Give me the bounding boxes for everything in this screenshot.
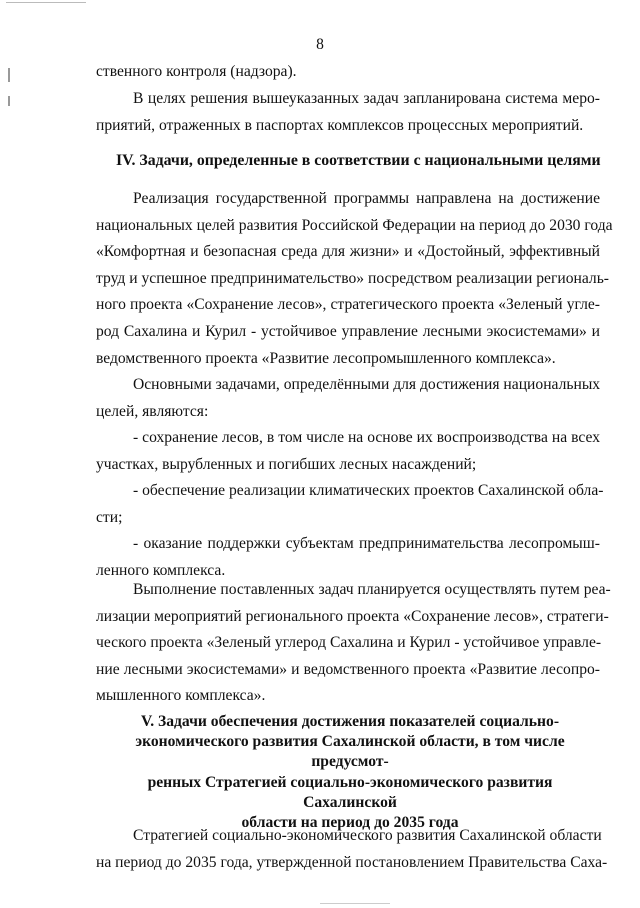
text-line: приятий, отраженных в паспортах комплексов процессных мероприятий. xyxy=(96,116,584,134)
text-line: ственного контроля (надзора). xyxy=(96,63,297,80)
section-heading-iv: IV. Задачи, определенные в соответствии с национальными целями xyxy=(116,152,601,169)
heading-line: области на период до 2035 года xyxy=(241,814,459,832)
text-line: - оказание поддержки субъектам предпринимательства лесопромыш- xyxy=(133,535,600,552)
paragraph-implementation xyxy=(96,186,613,372)
text-line: Выполнение поставленных задач планируется осуществлять путем реа- xyxy=(133,581,611,598)
paragraph-task-execution xyxy=(96,577,611,710)
paragraph-continuation xyxy=(96,59,600,86)
page-number: 8 xyxy=(316,36,324,53)
text-line: на период до 2035 года, утвержденной постановлением Правительства Саха- xyxy=(96,853,608,871)
text-line: сти; xyxy=(96,508,123,526)
section-heading-v xyxy=(120,712,580,833)
text-line: ние лесными экосистемами» и ведомственного проекта «Развитие лесопро- xyxy=(96,660,600,678)
text-line: мышленного комплекса». xyxy=(96,687,266,705)
text-line: Стратегией социально-экономического развития Сахалинской области xyxy=(133,827,602,844)
heading-line: V. Задачи обеспечения достижения показателей социально- xyxy=(140,713,560,730)
text-line: «Комфортная и безопасная среда для жизни» и «Достойный, эффективный xyxy=(96,243,600,261)
scan-artifact-left-2 xyxy=(8,96,10,106)
scan-artifact-left-1 xyxy=(8,68,10,82)
text-line: ческого проекта «Зеленый углерод Сахалина и Курил - устойчивое управле- xyxy=(96,634,602,652)
paragraph-strategy xyxy=(96,823,608,876)
paragraph-main-tasks xyxy=(96,372,600,425)
heading-line: ренных Стратегией социально-экономического развития Сахалинской xyxy=(147,773,553,811)
text-line: участках, вырубленных и погибших лесных насаждений; xyxy=(96,455,477,473)
text-line: лизации мероприятий регионального проекта «Сохранение лесов», стратеги- xyxy=(96,607,609,625)
scan-artifact-top xyxy=(6,2,86,3)
text-line: национальных целей развития Российской Федерации на период до 2030 года xyxy=(96,216,613,234)
text-line: целей, являются: xyxy=(96,402,209,420)
text-line: Реализация государственной программы направлена на достижение xyxy=(133,190,600,207)
text-line: Основными задачами, определёнными для достижения национальных xyxy=(133,376,601,393)
text-line: В целях решения вышеуказанных задач запланирована система меро- xyxy=(133,90,600,107)
text-line: ведомственного проекта «Развитие лесопромышленного комплекса». xyxy=(96,349,556,367)
paragraph-measures xyxy=(96,86,600,139)
list-item-climate-projects xyxy=(96,478,604,531)
text-line: труд и успешное предпринимательство» посредством реализации региональ- xyxy=(96,269,610,287)
text-line: род Сахалина и Курил - устойчивое управление лесными экосистемами» и xyxy=(96,322,600,340)
text-line: - обеспечение реализации климатических проектов Сахалинской обла- xyxy=(133,482,604,499)
list-item-forest-preservation xyxy=(96,425,600,478)
text-line: ного проекта «Сохранение лесов», стратегического проекта «Зеленый угле- xyxy=(96,296,600,314)
heading-line: экономического развития Сахалинской области, в том числе предусмот- xyxy=(135,733,565,771)
text-line: - сохранение лесов, в том числе на основе их воспроизводства на всех xyxy=(133,429,600,446)
text-line: ленного комплекса. xyxy=(96,561,226,579)
scan-artifact-bottom xyxy=(320,903,390,904)
